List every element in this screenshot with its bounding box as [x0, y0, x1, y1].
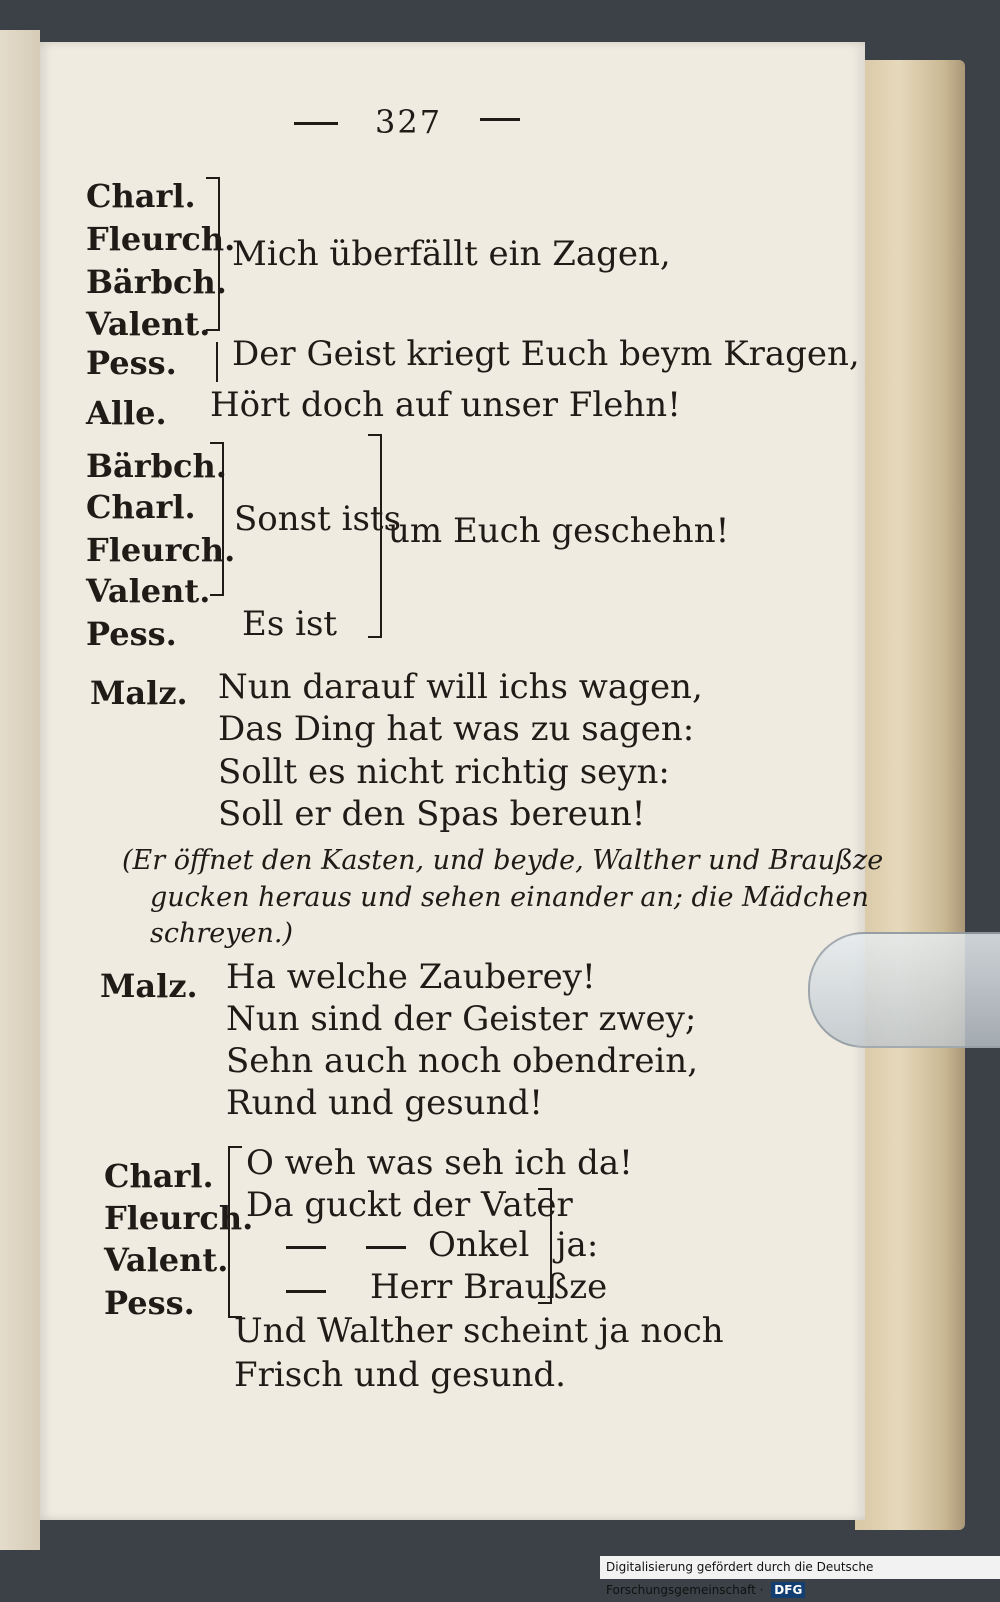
- verse-line: um Euch geschehn!: [388, 511, 730, 551]
- page-stack-edge: [855, 60, 965, 1530]
- speaker-label: Alle.: [86, 394, 167, 432]
- verse-line: Herr Braußze: [370, 1267, 608, 1307]
- verse-line: Da guckt der Vater: [246, 1185, 573, 1225]
- stage-direction: schreyen.): [150, 918, 293, 949]
- verse-line: Und Walther scheint ja noch: [234, 1311, 724, 1351]
- digitization-footer: [600, 1556, 1000, 1597]
- speaker-label: Bärbch.: [86, 263, 227, 301]
- verse-line: Nun sind der Geister zwey;: [226, 999, 697, 1039]
- ellipsis-dash: [286, 1290, 326, 1293]
- verse-line: Soll er den Spas bereun!: [218, 794, 646, 834]
- speaker-label: Pess.: [86, 344, 177, 382]
- verse-line: Sonst ists: [234, 499, 402, 539]
- verse-line: Rund und gesund!: [226, 1083, 543, 1123]
- speaker-label: Pess.: [86, 615, 177, 653]
- header-dash-left: [294, 122, 338, 125]
- verse-line: Sehn auch noch obendrein,: [226, 1041, 699, 1081]
- speaker-label: Charl.: [104, 1157, 214, 1195]
- verse-line: Ha welche Zauberey!: [226, 957, 596, 997]
- ellipsis-dash: [286, 1246, 326, 1249]
- speaker-label: Valent.: [104, 1241, 229, 1279]
- verse-line: Der Geist kriegt Euch beym Kragen,: [232, 334, 860, 374]
- speaker-brace: [206, 177, 220, 331]
- stage-direction: gucken heraus und sehen einander an; die Mädchen: [150, 882, 869, 913]
- speaker-label: Valent.: [86, 305, 211, 343]
- left-page-edge: [0, 30, 40, 1550]
- verse-line: Nun darauf will ichs wagen,: [218, 667, 703, 707]
- verse-line: Onkel: [428, 1225, 530, 1265]
- page-clip: [808, 932, 1000, 1048]
- footer-text: Digitalisierung gefördert durch die Deutsche Forschungsgemeinschaft ·: [606, 1560, 874, 1597]
- header-dash-right: [480, 118, 520, 121]
- verse-line: O weh was seh ich da!: [246, 1143, 633, 1183]
- speaker-label: Fleurch.: [86, 220, 236, 258]
- speaker-brace: [216, 342, 218, 382]
- speaker-brace: [210, 442, 224, 596]
- verse-line: ja:: [556, 1225, 599, 1265]
- verse-line: Hört doch auf unser Flehn!: [210, 385, 681, 425]
- stage-direction: (Er öffnet den Kasten, und beyde, Walther und Braußze: [122, 845, 884, 876]
- text-brace: [538, 1188, 552, 1304]
- dfg-logo: DFG: [771, 1582, 805, 1598]
- speaker-label: Pess.: [104, 1284, 195, 1322]
- text-brace: [368, 434, 382, 638]
- book-page: [40, 42, 884, 1520]
- speaker-brace: [228, 1146, 242, 1318]
- verse-line: Sollt es nicht richtig seyn:: [218, 752, 670, 792]
- speaker-label: Fleurch.: [86, 531, 236, 569]
- speaker-label: Charl.: [86, 177, 196, 215]
- page-number: 327: [375, 103, 443, 141]
- verse-line: Es ist: [242, 604, 338, 644]
- speaker-label: Bärbch.: [86, 447, 227, 485]
- speaker-label: Valent.: [86, 572, 211, 610]
- speaker-label: Fleurch.: [104, 1199, 254, 1237]
- speaker-label: Malz.: [100, 967, 198, 1005]
- verse-line: Das Ding hat was zu sagen:: [218, 709, 695, 749]
- speaker-label: Malz.: [90, 674, 188, 712]
- verse-line: Frisch und gesund.: [234, 1355, 566, 1395]
- speaker-label: Charl.: [86, 488, 196, 526]
- verse-line: Mich überfällt ein Zagen,: [232, 234, 671, 274]
- ellipsis-dash: [366, 1246, 406, 1249]
